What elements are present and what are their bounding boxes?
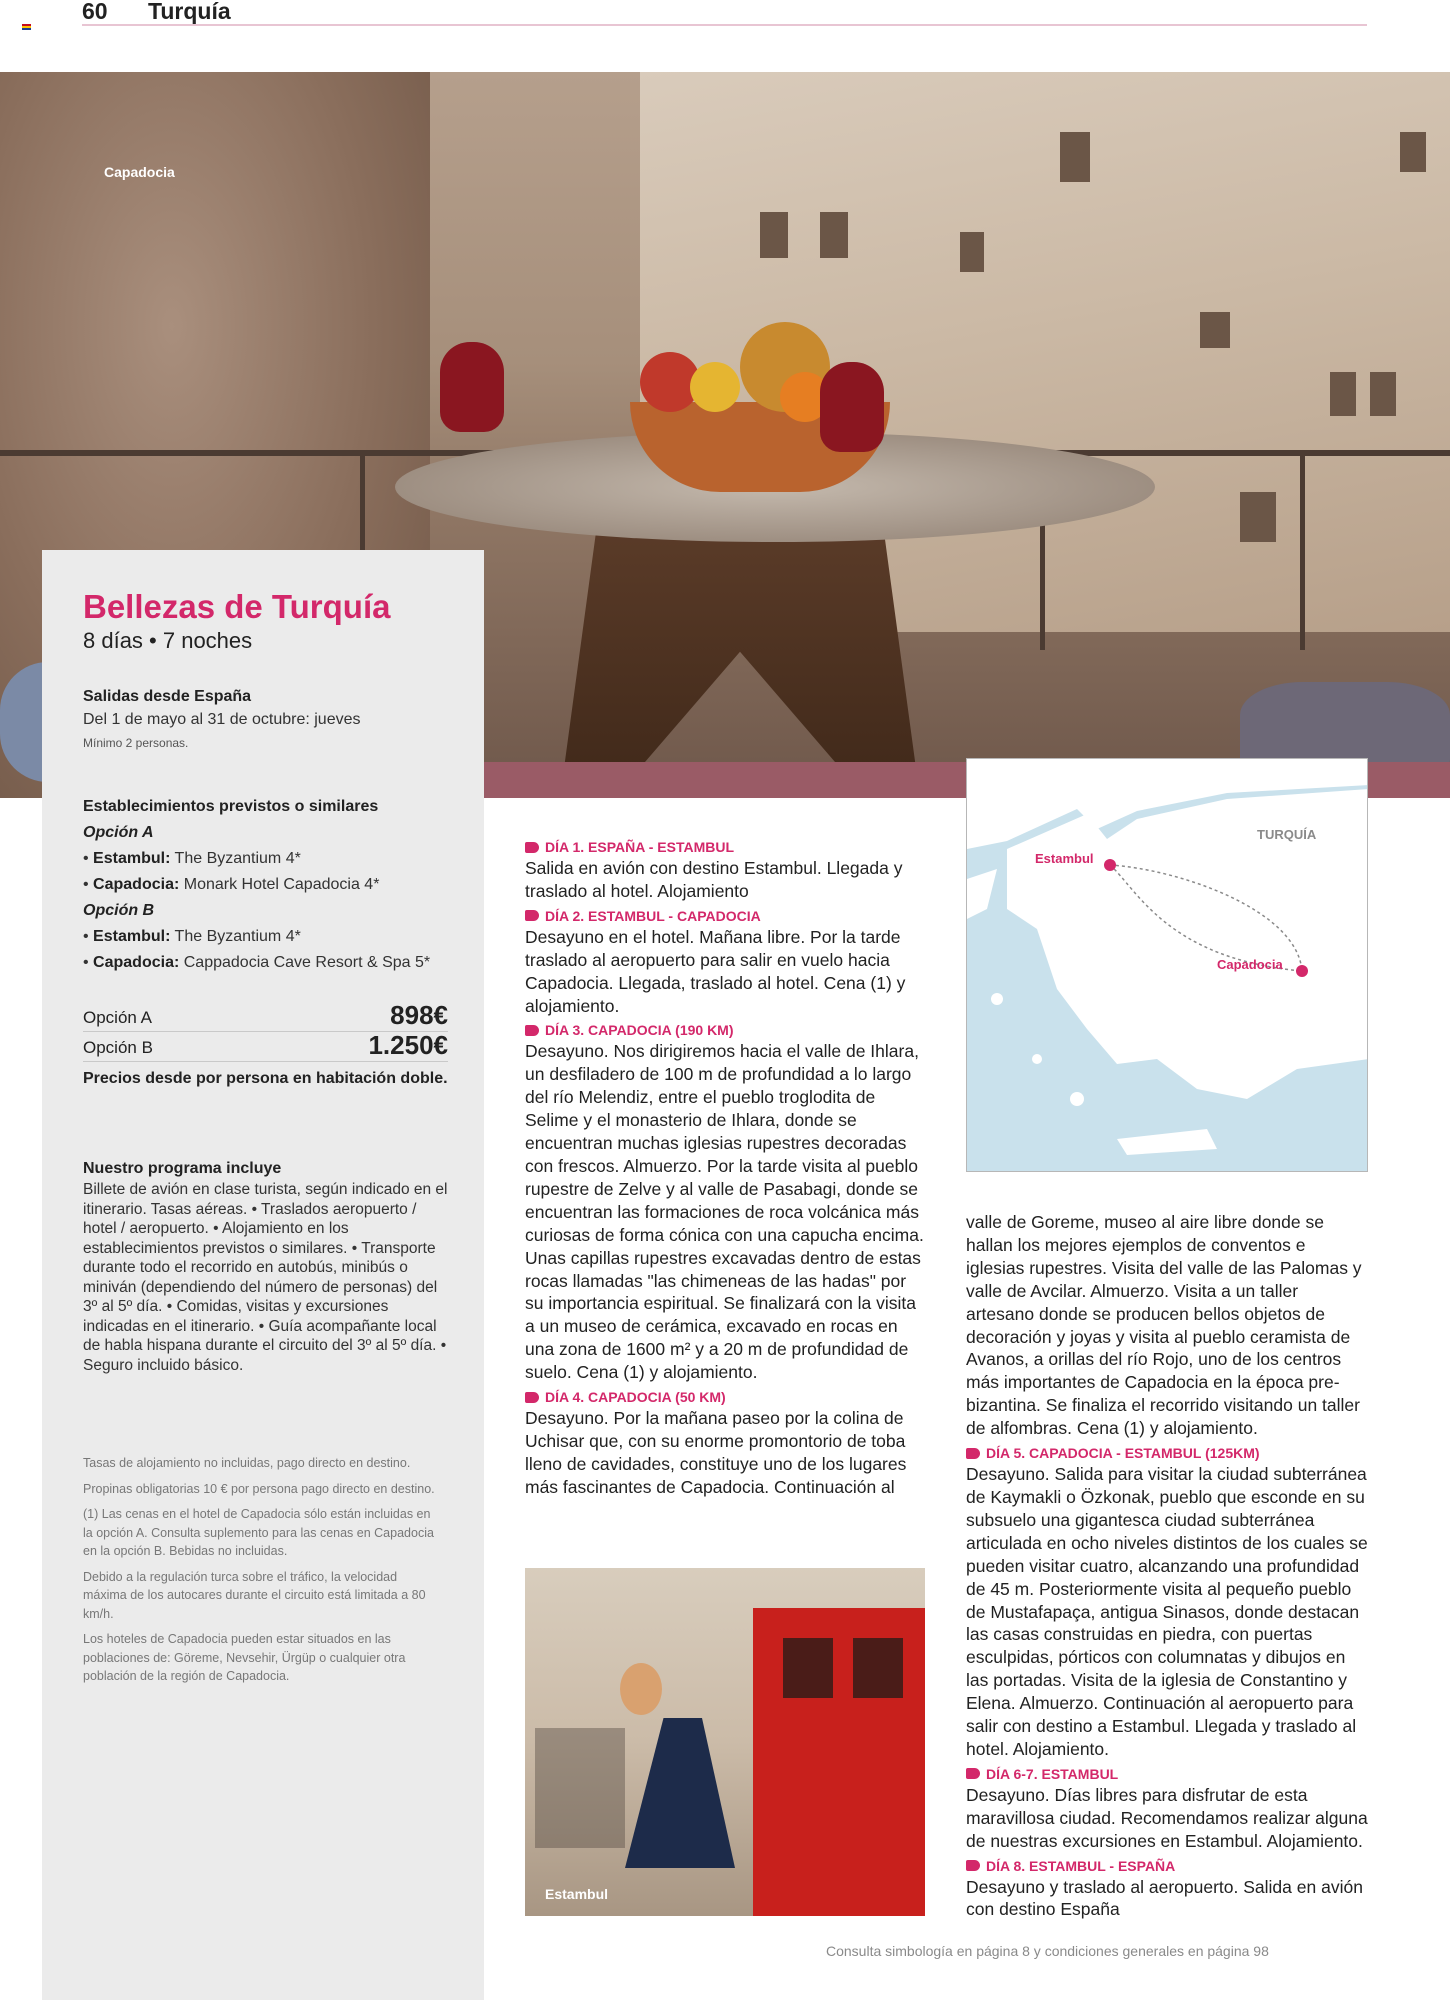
note: Debido a la regulación turca sobre el tráfico, la velocidad máxima de los autocares durante el circuito está limitada a 80 km/h. <box>83 1569 426 1621</box>
itinerary-column-1 <box>525 834 927 1499</box>
price-row-option-b <box>83 1032 448 1062</box>
drink-glass <box>820 362 884 452</box>
tour-duration: 8 días • 7 noches <box>83 628 253 653</box>
woman-head <box>620 1663 662 1715</box>
bookmark-icon <box>525 842 539 853</box>
route-map <box>966 758 1368 1172</box>
hotels-block <box>83 794 448 976</box>
day-heading: DÍA 8. ESTAMBUL - ESPAÑA <box>966 1856 1368 1876</box>
map-city-label: Capadocia <box>1217 957 1283 972</box>
tour-info-panel <box>42 550 484 2000</box>
option-b-heading: Opción B <box>83 902 155 919</box>
day-text: Salida en avión con destino Estambul. Llegada y traslado al hotel. Alojamiento <box>525 858 903 901</box>
includes-text: Billete de avión en clase turista, según indicado en el itinerario. Tasas aéreas. • Traslados aeropuerto / hotel / aeropuerto. • Alojamiento en los establecimientos previstos o similares. • Transporte durante todo el recorrido en autobús, minibús o miniván (dependiendo del número de personas) del 3º al 5º día. • Comidas, visitas y excursiones indicadas en el itinerario. • Guía acompañante local de habla hispana durante el circuito del 3º al 5º día. • Seguro incluido básico. <box>83 1181 448 1374</box>
note: (1) Las cenas en el hotel de Capadocia sólo están incluidas en la opción A. Consulta suplemento para las cenas en Capadocia en la opción B. Bebidas no incluidas. <box>83 1507 434 1558</box>
day-text: Desayuno. Salida para visitar la ciudad subterránea de Kaymakli o Özkonak, pueblo que esconde en su subsuelo una gigantesca ciudad subterránea articulada en ocho niveles distintos de los cuales se pueden visitar cuatro, alcanzando una profundidad de 45 m. Posteriormente visita al pequeño pueblo de Mustafapaça, antigua Sinasos, donde destacan las casas construidas en piedra, con puertas esculpidas, pórticos con columnatas y dibujos en las portadas. Visita de la iglesia de Constantino y Elena. Almuerzo. Continuación al aeropuerto para salir con destino a Estambul. Llegada y traslado al hotel. Alojamiento. <box>966 1464 1368 1759</box>
departures-block <box>83 688 448 750</box>
bookmark-icon <box>525 1392 539 1403</box>
day-text: Desayuno. Días libres para disfrutar de esta maravillosa ciudad. Recomendamos realizar alguna de nuestras excursiones en Estambul. Alojamiento. <box>966 1784 1368 1851</box>
hero-caption: Capadocia <box>104 164 175 180</box>
crowd <box>535 1728 625 1848</box>
price-value: 1.250€ <box>368 1030 448 1060</box>
tour-title: Bellezas de Turquía <box>83 588 391 625</box>
day-heading: DÍA 6-7. ESTAMBUL <box>966 1764 1368 1784</box>
hotels-heading: Establecimientos previstos o similares <box>83 798 379 815</box>
day-text: Desayuno. Por la mañana paseo por la colina de Uchisar que, con su enorme promontorio de toba lleno de cavidades, constituye uno de los lugares más fascinantes de Capadocia. Continuación al <box>525 1408 907 1497</box>
departures-minimum: Mínimo 2 personas. <box>83 736 189 750</box>
map-graphic <box>967 759 1368 1172</box>
header-rule <box>82 24 1367 26</box>
section-title: Turquía <box>148 0 231 24</box>
bookmark-icon <box>525 1025 539 1036</box>
bookmark-icon <box>966 1860 980 1871</box>
wooden-table <box>560 532 920 798</box>
day-heading: DÍA 1. ESPAÑA - ESTAMBUL <box>525 837 927 857</box>
price-value: 898€ <box>390 1000 448 1030</box>
option-a-heading: Opción A <box>83 824 154 841</box>
estambul-marker <box>1104 859 1116 871</box>
prices-block <box>83 1002 448 1090</box>
hotel-item: • Capadocia: Monark Hotel Capadocia 4* <box>83 876 380 893</box>
fruit <box>690 362 740 412</box>
bookmark-icon <box>525 910 539 921</box>
bookmark-icon <box>966 1448 980 1459</box>
page-number: 60 <box>82 0 108 24</box>
note: Propinas obligatorias 10 € por persona pago directo en destino. <box>83 1481 435 1496</box>
departures-heading: Salidas desde España <box>83 688 252 705</box>
day-heading: DÍA 2. ESTAMBUL - CAPADOCIA <box>525 906 927 926</box>
map-city-label: Estambul <box>1035 851 1094 866</box>
footer-note: Consulta simbología en página 8 y condiciones generales en página 98 <box>826 1943 1269 1959</box>
drink-glass <box>440 342 504 432</box>
note: Los hoteles de Capadocia pueden estar situados en las poblaciones de: Göreme, Nevsehir, Ürgüp o cualquier otra población de la región de Capadocia. <box>83 1632 406 1683</box>
rail-post <box>1300 450 1305 650</box>
departures-dates: Del 1 de mayo al 31 de octubre: jueves <box>83 711 361 728</box>
notes-block <box>83 1454 443 1693</box>
woman-dress <box>625 1718 735 1868</box>
day-text: Desayuno en el hotel. Mañana libre. Por la tarde traslado al aeropuerto para salir en vuelo hacia Capadocia. Llegada, traslado al hotel. Cena (1) y alojamiento. <box>525 926 906 1016</box>
hotel-item: • Estambul: The Byzantium 4* <box>83 928 301 945</box>
photo-caption: Estambul <box>545 1886 609 1902</box>
flag-icon <box>22 24 31 30</box>
includes-block <box>83 1158 448 1375</box>
hotel-item: • Capadocia: Cappadocia Cave Resort & Spa 5* <box>83 954 431 971</box>
day-text: Desayuno y traslado al aeropuerto. Salida en avión con destino España <box>966 1876 1363 1920</box>
includes-heading: Nuestro programa incluye <box>83 1160 282 1177</box>
map-country-label: TURQUÍA <box>1257 827 1317 842</box>
itinerary-column-2 <box>966 1211 1368 1921</box>
day-text-continuation: valle de Goreme, museo al aire libre donde se hallan los mejores ejemplos de conventos e iglesias rupestres. Visita del valle de las Palomas y valle de Avcilar. Almuerzo. Visita a un taller artesano donde se producen bellos objetos de decoración y joyas y visita al pueblo ceramista de Avanos, a orillas del río Rojo, uno de los centros más importantes de Capadocia en la época pre-bizantina. Se finaliza el recorrido visitando un taller de alfombras. Cena (1) y alojamiento. <box>966 1212 1362 1439</box>
photo-istanbul <box>525 1568 925 1916</box>
bookmark-icon <box>966 1768 980 1779</box>
day-heading: DÍA 4. CAPADOCIA (50 KM) <box>525 1387 927 1407</box>
price-row-option-a <box>83 1002 448 1032</box>
price-label: Opción A <box>83 1008 152 1027</box>
hotel-item: • Estambul: The Byzantium 4* <box>83 850 301 867</box>
day-heading: DÍA 5. CAPADOCIA - ESTAMBUL (125KM) <box>966 1443 1368 1463</box>
day-heading: DÍA 3. CAPADOCIA (190 KM) <box>525 1020 927 1040</box>
prices-note: Precios desde por persona en habitación doble. <box>83 1070 448 1087</box>
capadocia-marker <box>1296 965 1308 977</box>
red-tram <box>753 1608 925 1916</box>
note: Tasas de alojamiento no incluidas, pago directo en destino. <box>83 1456 411 1470</box>
price-label: Opción B <box>83 1038 153 1057</box>
day-text: Desayuno. Nos dirigiremos hacia el valle de Ihlara, un desfiladero de 100 m de profundidad a lo largo del río Melendiz, entre el pueblo troglodita de Selime y el monasterio de Ihlara, donde se encuentran muchas iglesias rupestres decoradas con frescos. Almuerzo. Por la tarde visita al pueblo rupestre de Zelve y al valle de Pasabagi, donde se encuentran las formaciones de roca volcánica más curiosas de forma cónica con una capucha encima. Unas capillas rupestres excavadas dentro de estas rocas llamadas "las chimeneas de las hadas" por su importancia espiritual. Se finalizará con la visita a un museo de cerámica, excavado en rocas en una zona de 1600 m² y a 20 m de profundidad de suelo. Cena (1) y alojamiento. <box>525 1041 924 1383</box>
